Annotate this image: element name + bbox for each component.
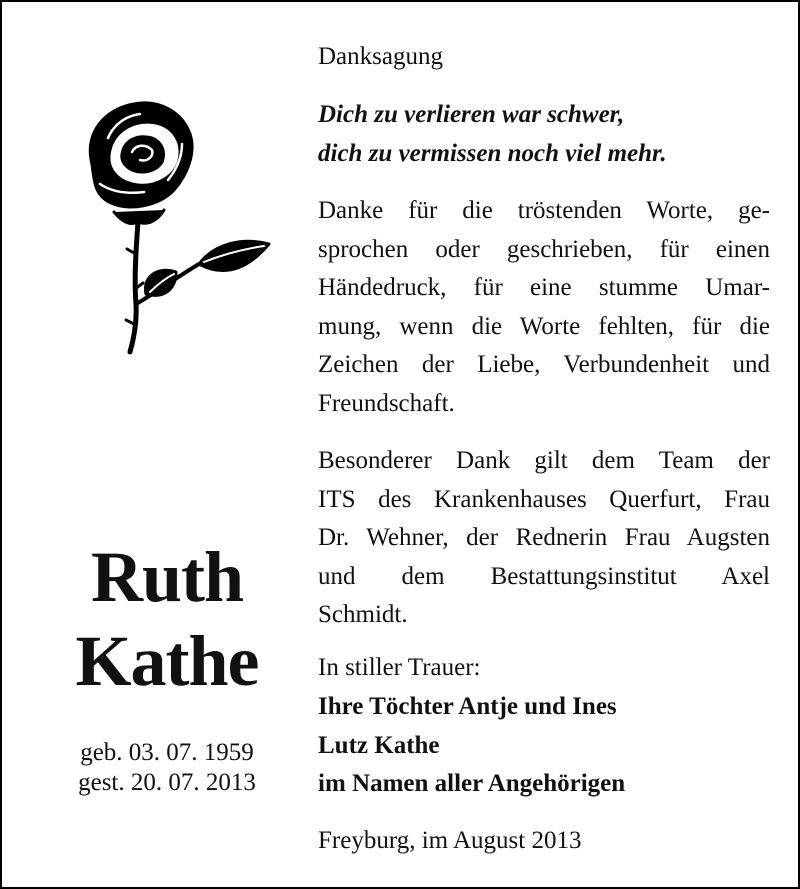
paragraph-line: Zeichen der Liebe, Verbundenheit und <box>318 351 770 378</box>
paragraph-line: Freundschaft. <box>318 389 455 417</box>
death-date: gest. 20. 07. 2013 <box>78 769 256 796</box>
heading: Danksagung <box>318 43 443 70</box>
paragraph-line: Dr. Wehner, der Rednerin Frau Augsten <box>318 524 770 551</box>
paragraph-line: ITS des Krankenhauses Querfurt, Frau <box>318 485 770 513</box>
life-dates <box>32 738 302 798</box>
quote-line: Dich zu verlieren war schwer, <box>318 101 625 128</box>
paragraph-line: sprochen oder geschrieben, für einen <box>318 235 770 263</box>
deceased-first-name: Ruth <box>90 537 244 617</box>
signers <box>318 688 770 804</box>
paragraph-line: Schmidt. <box>318 601 408 628</box>
quote <box>318 96 770 173</box>
place-date: Freyburg, im August 2013 <box>318 827 582 854</box>
quote-line: dich zu vermissen noch viel mehr. <box>318 139 667 167</box>
birth-date: geb. 03. 07. 1959 <box>80 739 254 766</box>
deceased-last-name: Kathe <box>75 621 259 701</box>
paragraph-line: Händedruck, für eine stumme Umar- <box>318 274 770 301</box>
signer-line: Lutz Kathe <box>318 731 440 759</box>
signer-line: Ihre Töchter Antje und Ines <box>318 693 617 720</box>
thanks-paragraph <box>318 192 770 423</box>
paragraph-line: Besonderer Dank gilt dem Team der <box>318 447 770 474</box>
paragraph-line: Danke für die tröstenden Worte, ge- <box>318 197 770 224</box>
rose-icon <box>64 94 274 356</box>
special-thanks-paragraph <box>318 442 770 635</box>
paragraph-line: und dem Bestattungsinstitut Axel <box>318 562 770 590</box>
mourning-label: In stiller Trauer: <box>318 654 481 681</box>
signer-line: im Namen aller Angehörigen <box>318 770 626 797</box>
paragraph-line: mung, wenn die Worte fehlten, für die <box>318 312 770 340</box>
